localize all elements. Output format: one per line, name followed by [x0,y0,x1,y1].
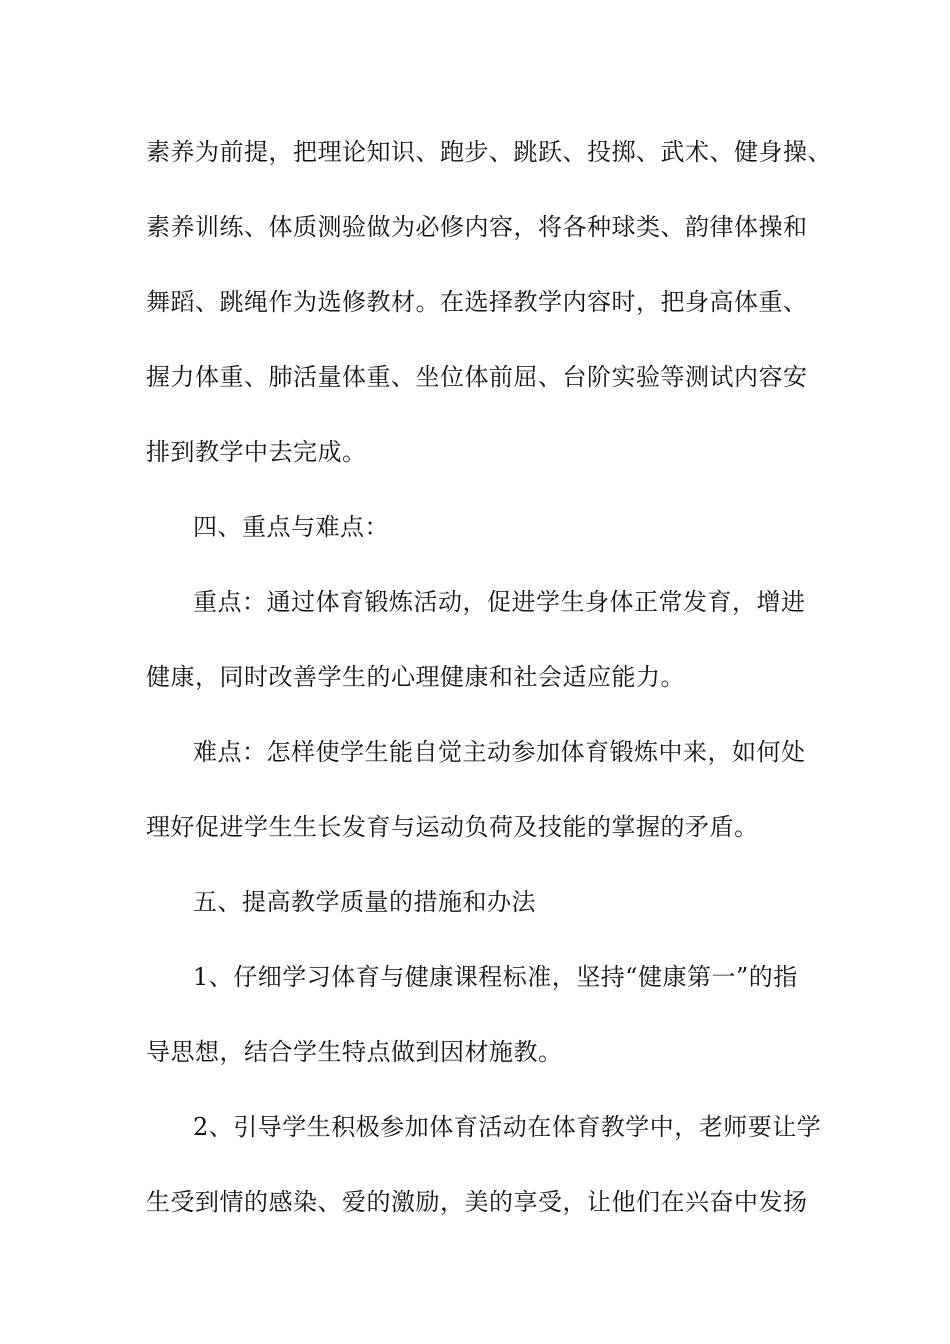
section-heading-measures: 五、提高教学质量的措施和办法 [193,888,536,916]
body-text-line: 素养训练、体质测验做为必修内容，将各种球类、韵律体操和 [146,213,808,241]
body-text-line: 握力体重、肺活量体重、坐位体前屈、台阶实验等测试内容安 [146,363,808,391]
section-heading-key-points: 四、重点与难点： [193,513,389,541]
body-text-line: 难点：怎样使学生能自觉主动参加体育锻炼中来，如何处 [193,738,806,766]
body-text-line: 2、引导学生积极参加体育活动在体育教学中，老师要让学 [193,1113,822,1141]
body-text-line: 素养为前提，把理论知识、跑步、跳跃、投掷、武术、健身操、 [146,138,832,166]
body-text-line: 生受到情的感染、爱的激励，美的享受，让他们在兴奋中发扬 [146,1188,808,1216]
body-text-line: 排到教学中去完成。 [146,438,367,466]
body-text-line: 重点：通过体育锻炼活动，促进学生身体正常发育，增进 [193,588,806,616]
body-text-line: 舞蹈、跳绳作为选修教材。在选择教学内容时，把身高体重、 [146,288,808,316]
body-text-line: 理好促进学生生长发育与运动负荷及技能的掌握的矛盾。 [146,813,759,841]
body-text-line: 健康，同时改善学生的心理健康和社会适应能力。 [146,663,685,691]
body-text-line: 1、仔细学习体育与健康课程标准，坚持“健康第一”的指 [193,963,798,991]
body-text-line: 导思想，结合学生特点做到因材施教。 [146,1038,563,1066]
